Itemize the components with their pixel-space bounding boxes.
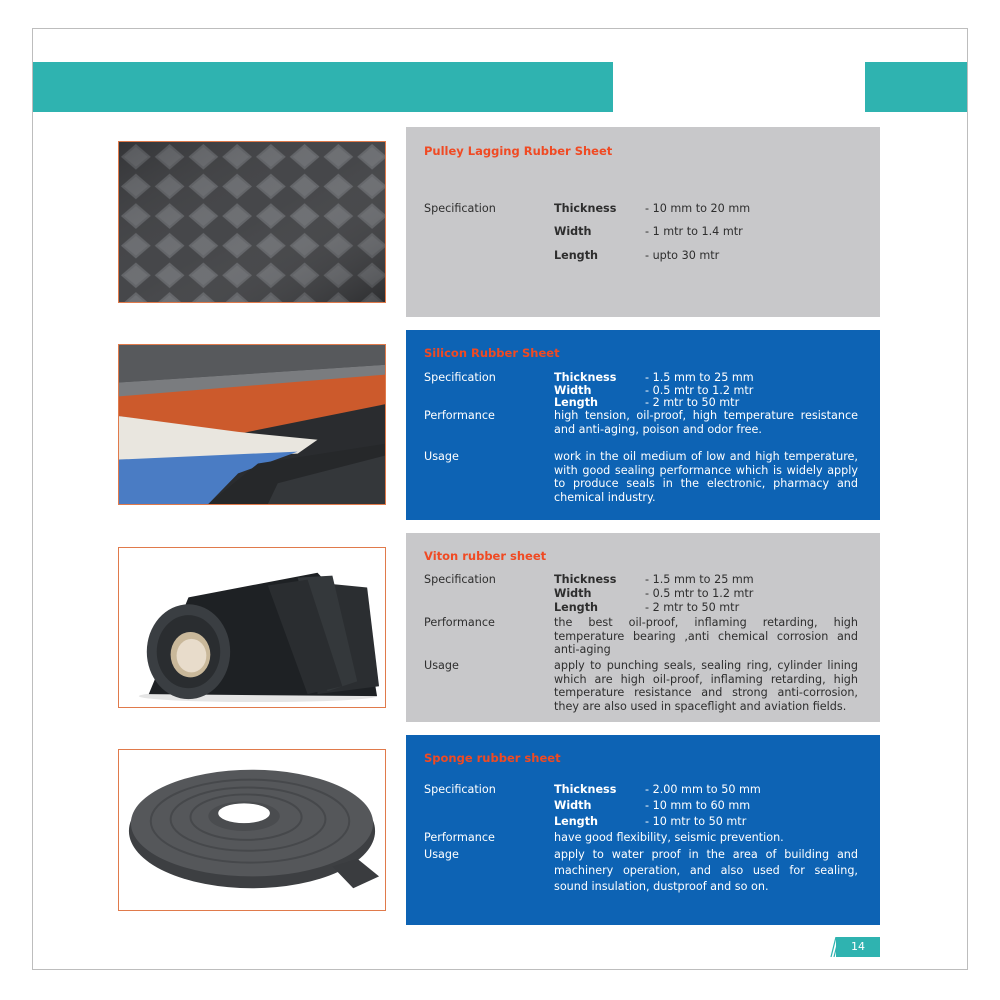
spec-value: - 1 mtr to 1.4 mtr bbox=[645, 225, 743, 238]
performance-label: Performance bbox=[424, 831, 495, 844]
sponge-rubber-panel bbox=[406, 735, 880, 925]
spec-key: Width bbox=[554, 799, 592, 812]
page-number: 14 bbox=[836, 937, 880, 957]
spec-value: - 0.5 mtr to 1.2 mtr bbox=[645, 384, 754, 397]
spec-value: - 2.00 mm to 50 mm bbox=[645, 783, 761, 796]
sponge-rubber-photo bbox=[118, 749, 386, 911]
performance-label: Performance bbox=[424, 409, 495, 422]
performance-text: have good flexibility, seismic prevention. bbox=[554, 831, 784, 844]
spec-value: - 2 mtr to 50 mtr bbox=[645, 601, 740, 614]
product-title: Silicon Rubber Sheet bbox=[424, 346, 560, 360]
silicon-rubber-panel bbox=[406, 330, 880, 520]
usage-text: work in the oil medium of low and high temperature, with good sealing performance which is widely apply to produce seals in the electronic, pharmacy and chemical industry. bbox=[554, 450, 858, 504]
spec-key: Length bbox=[554, 396, 599, 409]
usage-label: Usage bbox=[424, 659, 459, 672]
spec-key: Length bbox=[554, 815, 599, 828]
pulley-lagging-photo bbox=[118, 141, 386, 303]
spec-value: - 10 mtr to 50 mtr bbox=[645, 815, 747, 828]
header-band-right bbox=[865, 62, 967, 112]
product-title: Viton rubber sheet bbox=[424, 549, 547, 563]
spec-key: Thickness bbox=[554, 783, 617, 796]
spec-value: - 1.5 mm to 25 mm bbox=[645, 573, 754, 586]
usage-label: Usage bbox=[424, 450, 459, 463]
usage-label: Usage bbox=[424, 848, 459, 861]
spec-key: Width bbox=[554, 587, 592, 600]
spec-label: Specification bbox=[424, 371, 496, 384]
header-band-left bbox=[33, 62, 613, 112]
spec-key: Thickness bbox=[554, 371, 617, 384]
product-title: Sponge rubber sheet bbox=[424, 751, 561, 765]
spec-value: - 0.5 mtr to 1.2 mtr bbox=[645, 587, 754, 600]
product-title: Pulley Lagging Rubber Sheet bbox=[424, 144, 613, 158]
spec-key: Width bbox=[554, 384, 592, 397]
spec-key: Width bbox=[554, 225, 592, 238]
spec-value: - 1.5 mm to 25 mm bbox=[645, 371, 754, 384]
usage-text: apply to water proof in the area of building and machinery operation, and also used for sealing, sound insulation, dustproof and so on. bbox=[554, 848, 858, 893]
spec-value: - 10 mm to 20 mm bbox=[645, 202, 751, 215]
performance-text: the best oil-proof, inflaming retarding, high temperature bearing ,anti chemical corrosion and anti-aging bbox=[554, 616, 858, 657]
spec-label: Specification bbox=[424, 202, 496, 215]
spec-value: - 2 mtr to 50 mtr bbox=[645, 396, 740, 409]
silicon-rubber-photo bbox=[118, 344, 386, 505]
spec-label: Specification bbox=[424, 783, 496, 796]
pulley-lagging-panel bbox=[406, 127, 880, 317]
spec-key: Thickness bbox=[554, 202, 617, 215]
usage-text: apply to punching seals, sealing ring, cylinder lining which are high oil-proof, inflaming retarding, high temperature resistance and strong anti-corrosion, they are also used in spaceflight and aviation fields. bbox=[554, 659, 858, 713]
viton-rubber-photo bbox=[118, 547, 386, 708]
spec-value: - 10 mm to 60 mm bbox=[645, 799, 751, 812]
performance-label: Performance bbox=[424, 616, 495, 629]
spec-label: Specification bbox=[424, 573, 496, 586]
spec-key: Thickness bbox=[554, 573, 617, 586]
spec-key: Length bbox=[554, 601, 599, 614]
viton-rubber-panel bbox=[406, 533, 880, 722]
spec-value: - upto 30 mtr bbox=[645, 249, 720, 262]
performance-text: high tension, oil-proof, high temperature resistance and anti-aging, poison and odor free. bbox=[554, 409, 858, 436]
spec-key: Length bbox=[554, 249, 599, 262]
